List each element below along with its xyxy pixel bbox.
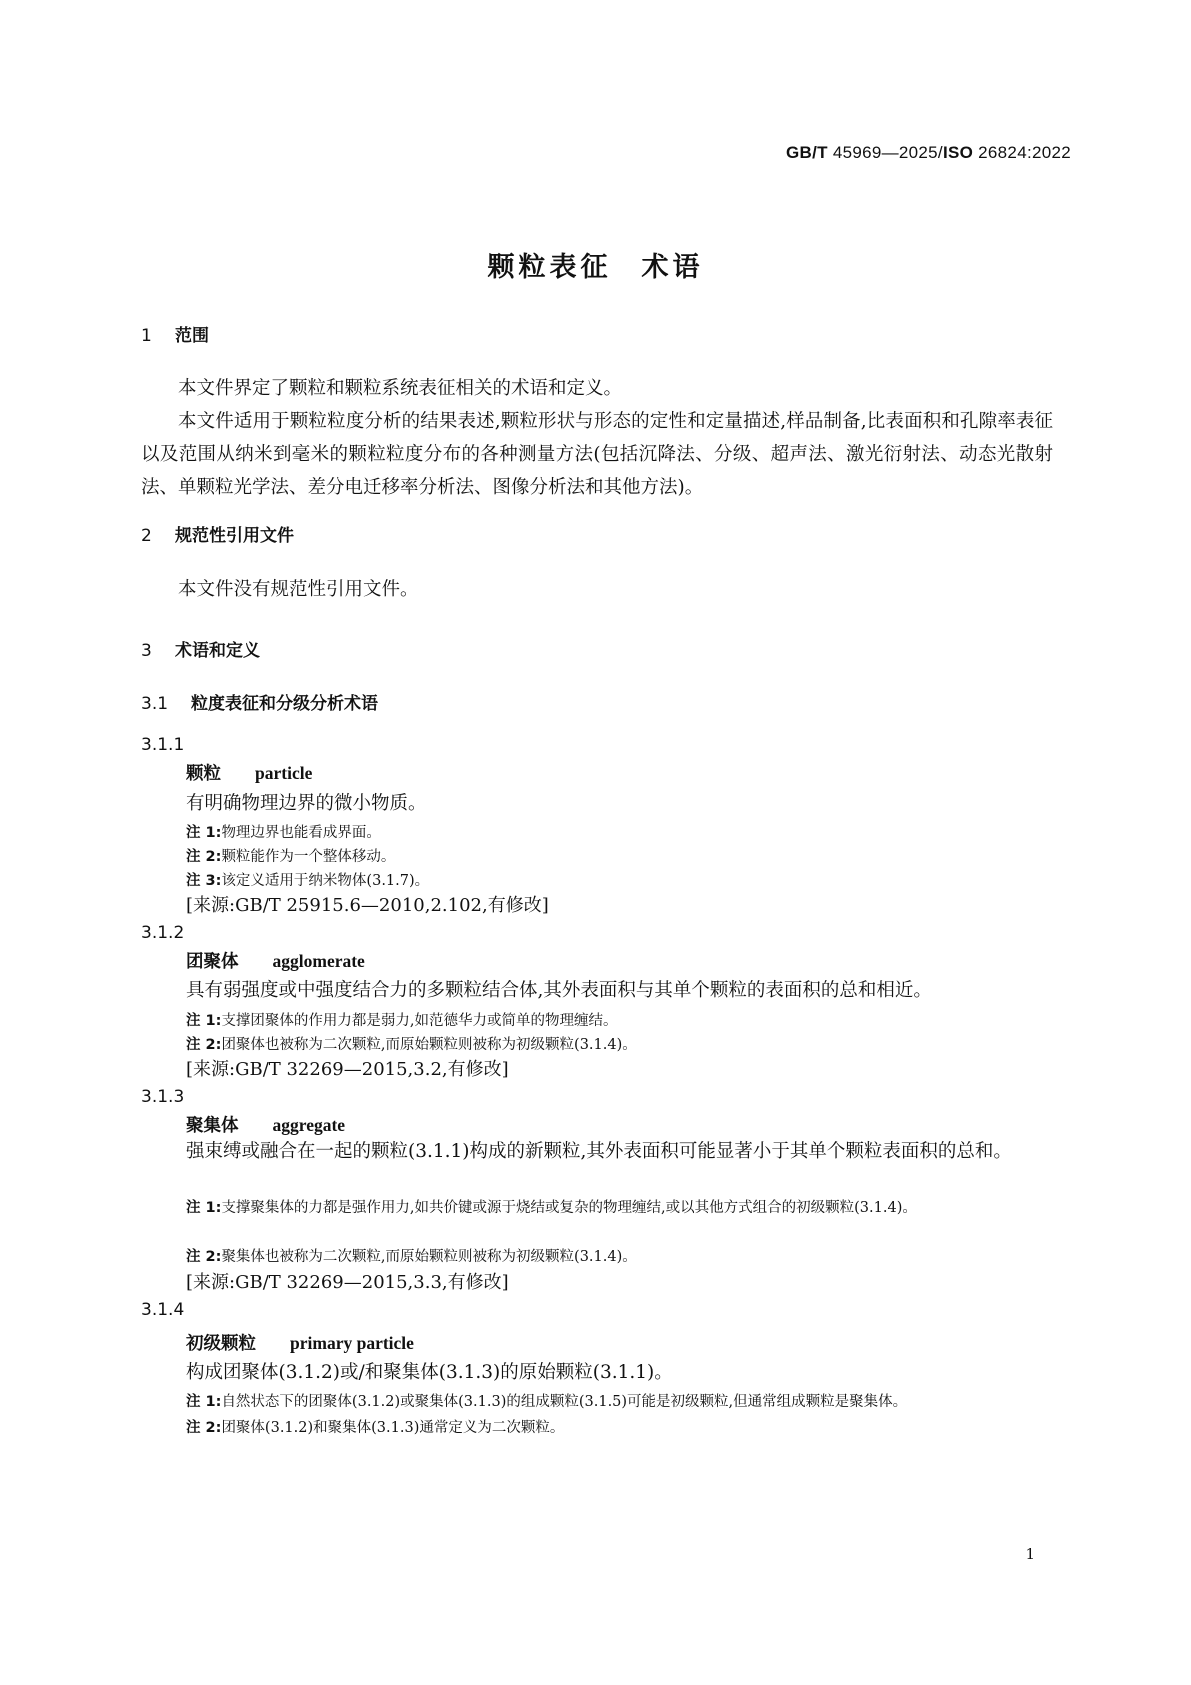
- section-3-heading: [141, 636, 260, 661]
- note-text: 聚集体也被称为二次颗粒,而原始颗粒则被称为初级颗粒(3.1.4)。: [221, 1249, 637, 1265]
- entry-3-definition: [141, 1135, 1053, 1168]
- entry-1-term: [186, 760, 312, 785]
- entry-3-term-en: aggregate: [272, 1115, 346, 1135]
- entry-1-term-zh: 颗粒: [186, 764, 221, 784]
- section-2-heading: [141, 521, 294, 546]
- entry-1-note-3: [186, 869, 429, 890]
- note-text: 支撑聚集体的力都是强作用力,如共价键或源于烧结或复杂的物理缠结,或以其他方式组合的初级颗粒(3.1.4)。: [221, 1200, 917, 1216]
- entry-1-id: 3.1.1: [141, 735, 185, 755]
- std-prefix: GB/T: [785, 143, 828, 162]
- entry-3-term: [186, 1112, 345, 1137]
- title-part-1: 颗粒表征: [487, 252, 612, 283]
- iso-prefix: ISO: [942, 143, 974, 162]
- note-text: 支撑团聚体的作用力都是弱力,如范德华力或简单的物理缠结。: [221, 1013, 618, 1029]
- entry-1-definition: 有明确物理边界的微小物质。: [186, 793, 427, 814]
- section-2-title: 规范性引用文件: [175, 526, 294, 546]
- entry-2-id: 3.1.2: [141, 923, 185, 943]
- entry-4-note-2: [186, 1416, 564, 1437]
- entry-2-term: [186, 948, 365, 973]
- entry-1-note-1: [186, 821, 381, 842]
- note-label: 注 1:: [186, 1200, 222, 1216]
- entry-3-id: 3.1.3: [141, 1087, 185, 1107]
- section-1-para-1: 本文件界定了颗粒和颗粒系统表征相关的术语和定义。: [178, 378, 623, 399]
- entry-2-term-zh: 团聚体: [186, 952, 239, 972]
- note-label: 注 1:: [186, 1013, 222, 1029]
- section-2-number: 2: [141, 526, 152, 546]
- section-1-body: [141, 372, 1053, 504]
- entry-3-note-2: [186, 1245, 637, 1266]
- note-label: 注 3:: [186, 873, 222, 889]
- section-2-body: [141, 573, 1053, 606]
- note-text: 团聚体也被称为二次颗粒,而原始颗粒则被称为初级颗粒(3.1.4)。: [221, 1037, 637, 1053]
- entry-2-term-en: agglomerate: [272, 951, 365, 971]
- entry-2-note-1: [186, 1009, 618, 1030]
- entry-4-definition: 构成团聚体(3.1.2)或/和聚集体(3.1.3)的原始颗粒(3.1.1)。: [186, 1362, 673, 1383]
- note-label: 注 1:: [186, 1394, 222, 1410]
- section-3-number: 3: [141, 641, 152, 661]
- entry-3-term-zh: 聚集体: [186, 1116, 239, 1136]
- section-3-1-number: 3.1: [141, 694, 169, 714]
- page-number: 1: [1025, 1545, 1035, 1563]
- entry-4-id: 3.1.4: [141, 1300, 185, 1320]
- note-label: 注 2:: [186, 1420, 222, 1436]
- note-text: 该定义适用于纳米物体(3.1.7)。: [221, 873, 430, 889]
- entry-4-term-zh: 初级颗粒: [186, 1334, 256, 1354]
- entry-2-definition: 具有弱强度或中强度结合力的多颗粒结合体,其外表面积与其单个颗粒的表面积的总和相近。: [186, 980, 932, 1001]
- section-3-1-title: 粒度表征和分级分析术语: [191, 694, 378, 714]
- note-text: 颗粒能作为一个整体移动。: [221, 849, 396, 865]
- entry-3-note-1: [186, 1196, 1053, 1220]
- entry-3-definition-text: 强束缚或融合在一起的颗粒(3.1.1)构成的新颗粒,其外表面积可能显著小于其单个颗粒表面积的总和。: [186, 1141, 1012, 1162]
- title-part-2: 术语: [641, 252, 704, 283]
- section-1-number: 1: [141, 326, 152, 346]
- note-label: 注 2:: [186, 1037, 222, 1053]
- section-3-1-heading: [141, 689, 378, 714]
- note-label: 注 2:: [186, 849, 222, 865]
- note-text: 团聚体(3.1.2)和聚集体(3.1.3)通常定义为二次颗粒。: [221, 1420, 565, 1436]
- section-3-title: 术语和定义: [175, 641, 260, 661]
- std-number: 45969—2025/: [832, 143, 943, 162]
- iso-number: 26824:2022: [978, 143, 1071, 162]
- entry-2-source: [来源:GB/T 32269—2015,3.2,有修改]: [186, 1059, 509, 1080]
- note-text: 自然状态下的团聚体(3.1.2)或聚集体(3.1.3)的组成颗粒(3.1.5)可能是初级颗粒,但通常组成颗粒是聚集体。: [221, 1394, 908, 1410]
- section-2-para-1: 本文件没有规范性引用文件。: [178, 579, 419, 600]
- note-label: 注 2:: [186, 1249, 222, 1265]
- section-1-para-2: 本文件适用于颗粒粒度分析的结果表述,颗粒形状与形态的定性和定量描述,样品制备,比表面积和孔隙率表征以及范围从纳米到毫米的颗粒粒度分布的各种测量方法(包括沉降法、分级、超声法、激光衍射法、动态光散射法、单颗粒光学法、差分电迁移率分析法、图像分析法和其他方法)。: [141, 411, 1053, 498]
- entry-3-source: [来源:GB/T 32269—2015,3.3,有修改]: [186, 1272, 509, 1293]
- section-1-heading: [141, 321, 209, 346]
- entry-4-term-en: primary particle: [290, 1333, 414, 1353]
- entry-1-note-2: [186, 845, 395, 866]
- note-label: 注 1:: [186, 825, 222, 841]
- standard-code: [786, 143, 1071, 163]
- entry-1-term-en: particle: [255, 763, 313, 783]
- entry-2-note-2: [186, 1033, 637, 1054]
- note-text: 物理边界也能看成界面。: [221, 825, 381, 841]
- entry-1-source: [来源:GB/T 25915.6—2010,2.102,有修改]: [186, 895, 549, 916]
- entry-4-term: [186, 1330, 414, 1355]
- entry-4-note-1: [186, 1390, 907, 1411]
- document-title: [0, 245, 1191, 284]
- section-1-title: 范围: [175, 326, 209, 346]
